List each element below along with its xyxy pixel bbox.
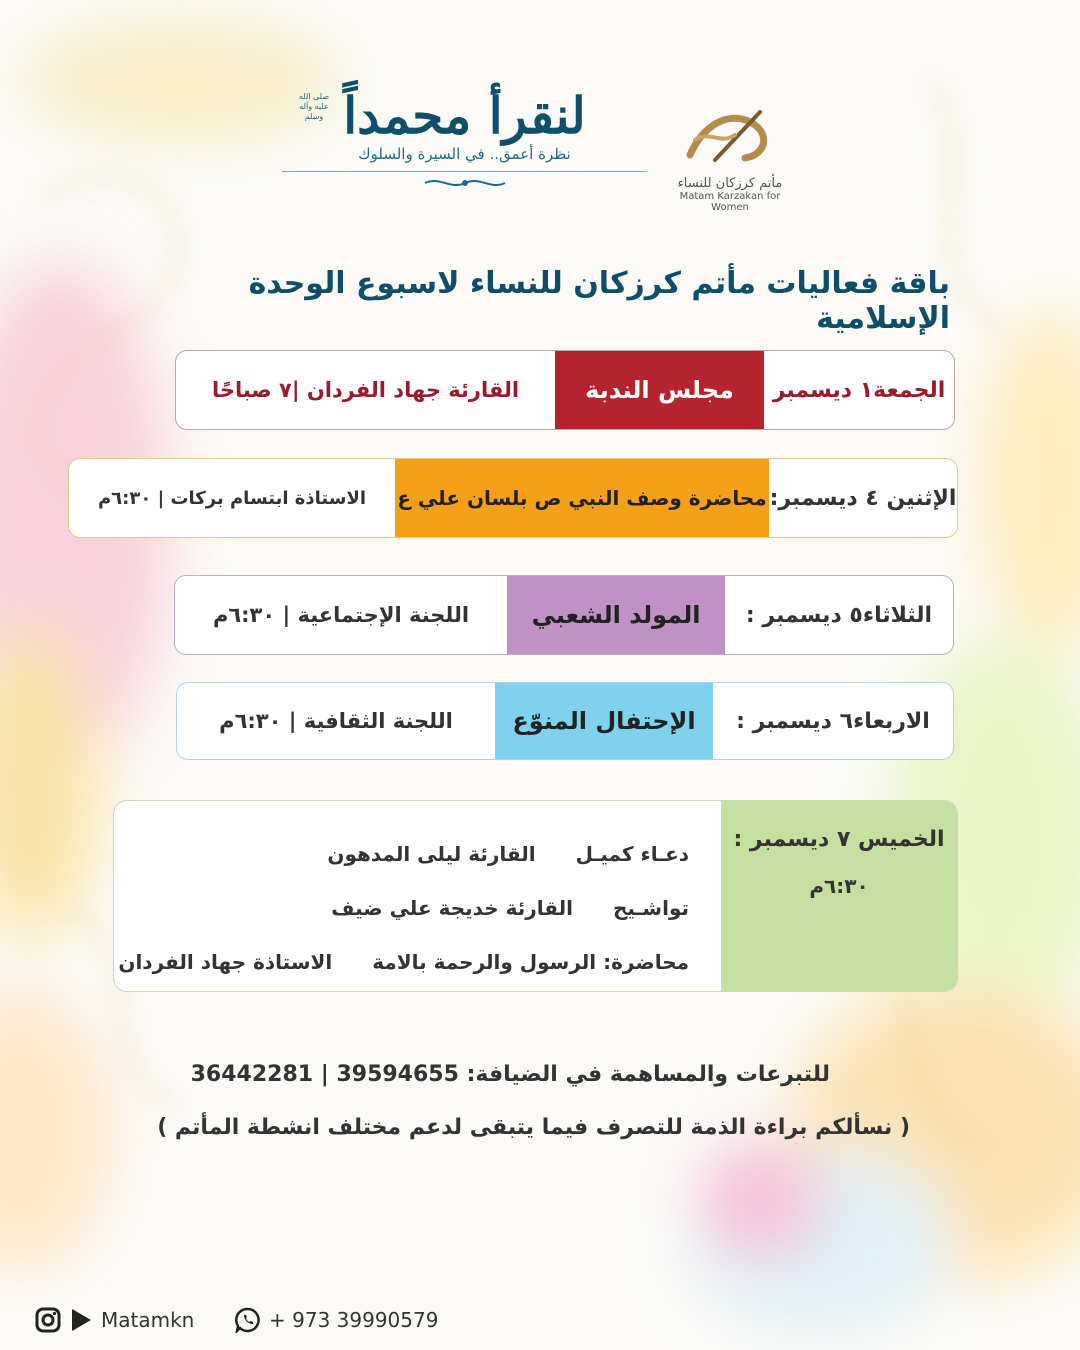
event-row-tuesday: [174, 575, 954, 655]
organization-name-en: Matam Karzakan for Women: [679, 191, 781, 213]
closing-note: ( نسألكم براءة الذمة للتصرف فيما يتبقى لدعم مختلف انشطة المأتم ): [157, 1115, 910, 1140]
youtube-icon[interactable]: [69, 1307, 93, 1333]
program-item: [114, 881, 689, 935]
event-date: الجمعة١ ديسمبر: [772, 377, 946, 403]
series-title: لنقرأ محمداً: [343, 86, 586, 145]
event-presenter: اللجنة الثقافية | ٦:٣٠م: [219, 709, 453, 733]
donations-info: للتبرعات والمساهمة في الضيافة: 39594655 | 36442281: [190, 1062, 830, 1087]
event-row-friday: [175, 350, 955, 430]
event-row-wednesday: [176, 682, 954, 760]
event-presenter: القارئة جهاد الفردان |٧ صباحًا: [211, 378, 520, 402]
event-date: الاربعاء٦ ديسمبر :: [736, 708, 930, 734]
instagram-icon[interactable]: [35, 1307, 61, 1333]
social-links: [35, 1300, 194, 1340]
salawat-calligraphy: صلى الله عليه وآله وسلم: [298, 92, 330, 121]
calligraphy-emblem-icon: [675, 100, 785, 170]
event-title: محاضرة وصف النبي ص بلسان علي ع: [395, 459, 769, 537]
program-item: [114, 827, 689, 881]
event-presenter: اللجنة الإجتماعية | ٦:٣٠م: [212, 603, 470, 627]
event-program-list: [114, 801, 721, 991]
organization-name-ar: مأتم كرزكان للنساء: [677, 176, 783, 191]
program-item: [114, 935, 689, 989]
program-item-title: تواشـيح: [613, 896, 689, 920]
event-date: الإثنين ٤ ديسمبر:: [769, 485, 957, 511]
event-row-thursday: [113, 800, 958, 992]
event-date: الخميس ٧ ديسمبر :: [733, 827, 945, 852]
event-title: الإحتفال المنوّع: [495, 683, 713, 759]
contact-phone: [235, 1300, 438, 1340]
divider: [282, 171, 647, 172]
program-item-presenter: القارئة ليلى المدهون: [327, 842, 536, 866]
whatsapp-icon[interactable]: [235, 1307, 261, 1333]
phone-number[interactable]: + 973 39990579: [269, 1308, 439, 1332]
program-item-title: دعـاء كميـل: [575, 842, 689, 866]
event-title: المولد الشعبي: [507, 576, 725, 654]
event-row-monday: [68, 458, 958, 538]
event-date: الثلاثاء٥ ديسمبر :: [745, 602, 933, 628]
event-time: ٦:٣٠م: [809, 874, 869, 898]
social-handle[interactable]: Matamkn: [101, 1308, 195, 1332]
event-presenter: الاستاذة ابتسام بركات | ٦:٣٠م: [97, 487, 367, 509]
program-item-title: محاضرة: الرسول والرحمة بالامة: [372, 950, 689, 974]
ornament-icon: [420, 176, 510, 190]
program-item-presenter: الاستاذة جهاد الفردان: [118, 950, 333, 974]
event-title: مجلس الندبة: [555, 351, 764, 429]
series-logo: [282, 85, 647, 210]
series-subtitle: نظرة أعمق.. في السيرة والسلوك: [358, 145, 571, 163]
page-title: باقة فعاليات مأتم كرزكان للنساء لاسبوع الوحدة الإسلامية: [248, 266, 950, 336]
event-date-panel: [721, 801, 957, 991]
program-item-presenter: القارئة خديجة علي ضيف: [331, 896, 573, 920]
organization-logo: [660, 100, 800, 213]
